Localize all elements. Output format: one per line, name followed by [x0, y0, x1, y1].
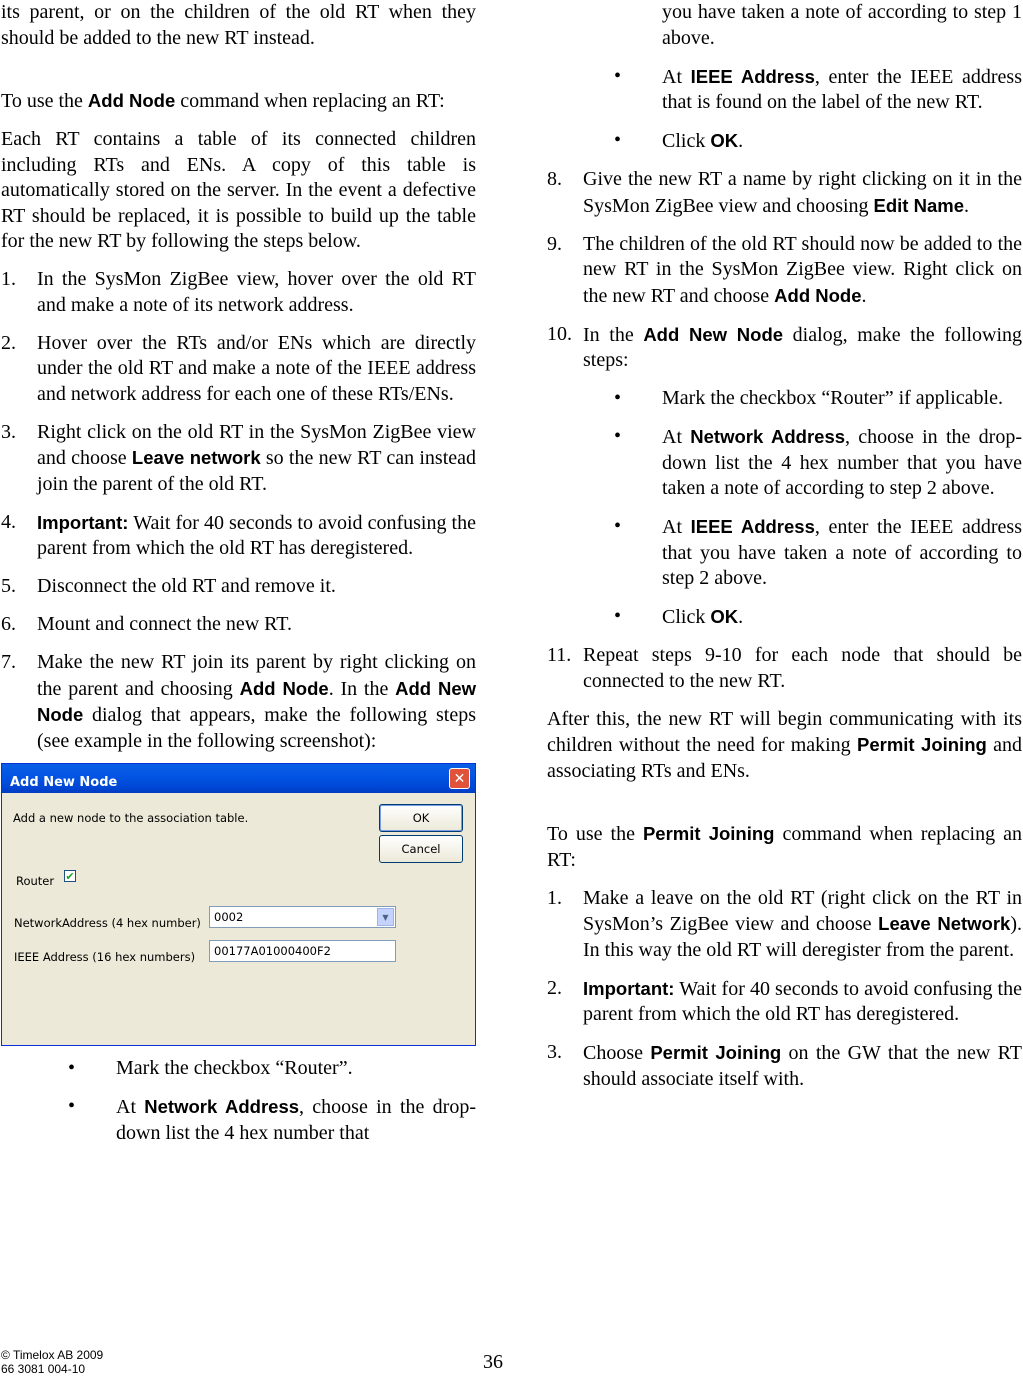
intro-paragraph: its parent, or on the children of the old RT when they should be added to the new RT instead.: [1, 1, 476, 49]
bullet-icon: •: [614, 425, 622, 447]
step-3: 3. Right click on the old RT in the SysMon ZigBee view and choose Leave network so the new RT can instead join the parent of the old RT.: [1, 420, 476, 495]
bullet-icon: •: [614, 387, 622, 409]
bullet-ieee-address-2: • At IEEE Address, enter the IEEE address that you have taken a note of according to step 2 above.: [614, 515, 1022, 589]
router-label: Router: [16, 874, 55, 888]
step-11: 11. Repeat steps 9-10 for each node that should be connected to the new RT.: [547, 644, 1022, 692]
explanation-paragraph: Each RT contains a table of its connected children including RTs and ENs. A copy of this table is automatically stored on the server. In the event a defective RT should be replaced, it is possible to build up the table for the new RT by following the steps below.: [1, 128, 476, 252]
add-node-command: Add Node: [87, 90, 176, 111]
step-4: 4. Important: Wait for 40 seconds to avoid confusing the parent from which the old RT has deregistered.: [1, 510, 476, 559]
after-paragraph: After this, the new RT will begin communicating with its children without the need for making Permit Joining and associating RTs and ENs.: [547, 707, 1022, 782]
bullet-icon: •: [614, 515, 622, 537]
pj-step-3: 3. Choose Permit Joining on the GW that the new RT should associate itself with.: [547, 1041, 1022, 1090]
step-10: 10. In the Add New Node dialog, make the following steps:: [547, 322, 1022, 371]
step-2: 2. Hover over the RTs and/or ENs which are directly under the old RT and make a note of the IEEE address and network address for each one of these RTs/ENs.: [1, 331, 476, 405]
pj-step-1: 1. Make a leave on the old RT (right click on the RT in SysMon’s ZigBee view and choose Leave Network). In this way the old RT will deregister from the parent.: [547, 886, 1023, 961]
network-address-dropdown[interactable]: [209, 906, 396, 928]
bullet-continuation: you have taken a note of according to step 1 above.: [662, 1, 1022, 49]
left-column: [1, 0, 476, 1146]
ieee-address-label: IEEE Address (16 hex numbers): [14, 950, 196, 964]
network-address-label: NetworkAddress (4 hex number): [14, 916, 201, 930]
bullet-ieee-address: • At IEEE Address, enter the IEEE address that is found on the label of the new RT.: [614, 64, 1022, 113]
add-node-heading: To use the Add Node command when replacing an RT:: [1, 90, 445, 112]
footer: [1, 1348, 103, 1376]
cancel-button[interactable]: Cancel: [379, 835, 463, 863]
dialog-description: Add a new node to the association table.: [13, 811, 249, 825]
ieee-address-input[interactable]: [209, 940, 396, 962]
step-5: 5. Disconnect the old RT and remove it.: [1, 575, 336, 597]
chevron-down-icon[interactable]: ▼: [377, 908, 394, 926]
bullet-router-applicable: • Mark the checkbox “Router” if applicable.: [547, 386, 1022, 412]
bullet-icon: •: [68, 1095, 76, 1117]
step-8: 8. Give the new RT a name by right clicking on it in the SysMon ZigBee view and choosing Edit Name.: [547, 168, 1022, 217]
close-icon[interactable]: ✕: [449, 768, 470, 789]
bullet-icon: •: [68, 1057, 76, 1079]
bullet-click-ok: • Click OK.: [614, 129, 744, 152]
bullet-router: • Mark the checkbox “Router”.: [1, 1056, 476, 1082]
add-new-node-dialog: [1, 763, 476, 1046]
right-column: [547, 0, 1022, 1092]
dialog-titlebar: [2, 764, 475, 793]
step-1: 1. In the SysMon ZigBee view, hover over the old RT and make a note of its network address.: [1, 268, 476, 316]
ieee-address-value: 00177A01000400F2: [214, 944, 331, 958]
bullet-network-address: • At Network Address, choose in the drop-down list the 4 hex number that: [68, 1095, 476, 1144]
copyright: © Timelox AB 2009: [1, 1348, 104, 1362]
pj-step-2: 2. Important: Wait for 40 seconds to avoid confusing the parent from which the old RT has deregistered.: [547, 976, 1022, 1025]
bullet-icon: •: [614, 64, 622, 87]
bullet-icon: •: [614, 129, 622, 151]
permit-joining-command: Permit Joining: [642, 823, 775, 844]
step-9: 9. The children of the old RT should now be added to the new RT in the SysMon ZigBee view. Right click on the new RT and choose Add Node.: [547, 232, 1022, 307]
bullet-network-address-2: • At Network Address, choose in the drop-down list the 4 hex number that you have taken a note of according to step 2 above.: [614, 425, 1022, 499]
document-number: 66 3081 004-10: [1, 1362, 86, 1376]
dialog-title: Add New Node: [10, 775, 118, 790]
page-number: 36: [483, 1351, 503, 1373]
permit-joining-heading: To use the Permit Joining command when replacing an RT:: [547, 823, 1023, 871]
step-6: 6. Mount and connect the new RT.: [1, 613, 293, 635]
bullet-click-ok-2: • Click OK.: [614, 605, 744, 628]
step-7: 7. Make the new RT join its parent by right clicking on the parent and choosing Add Node. In the Add New Node dialog that appears, make the following steps (see example in the following screenshot):: [1, 651, 477, 752]
router-checkbox[interactable]: ✔: [65, 870, 75, 883]
ok-button[interactable]: OK: [379, 804, 463, 832]
network-address-value: 0002: [214, 910, 244, 924]
bullet-icon: •: [614, 605, 622, 627]
